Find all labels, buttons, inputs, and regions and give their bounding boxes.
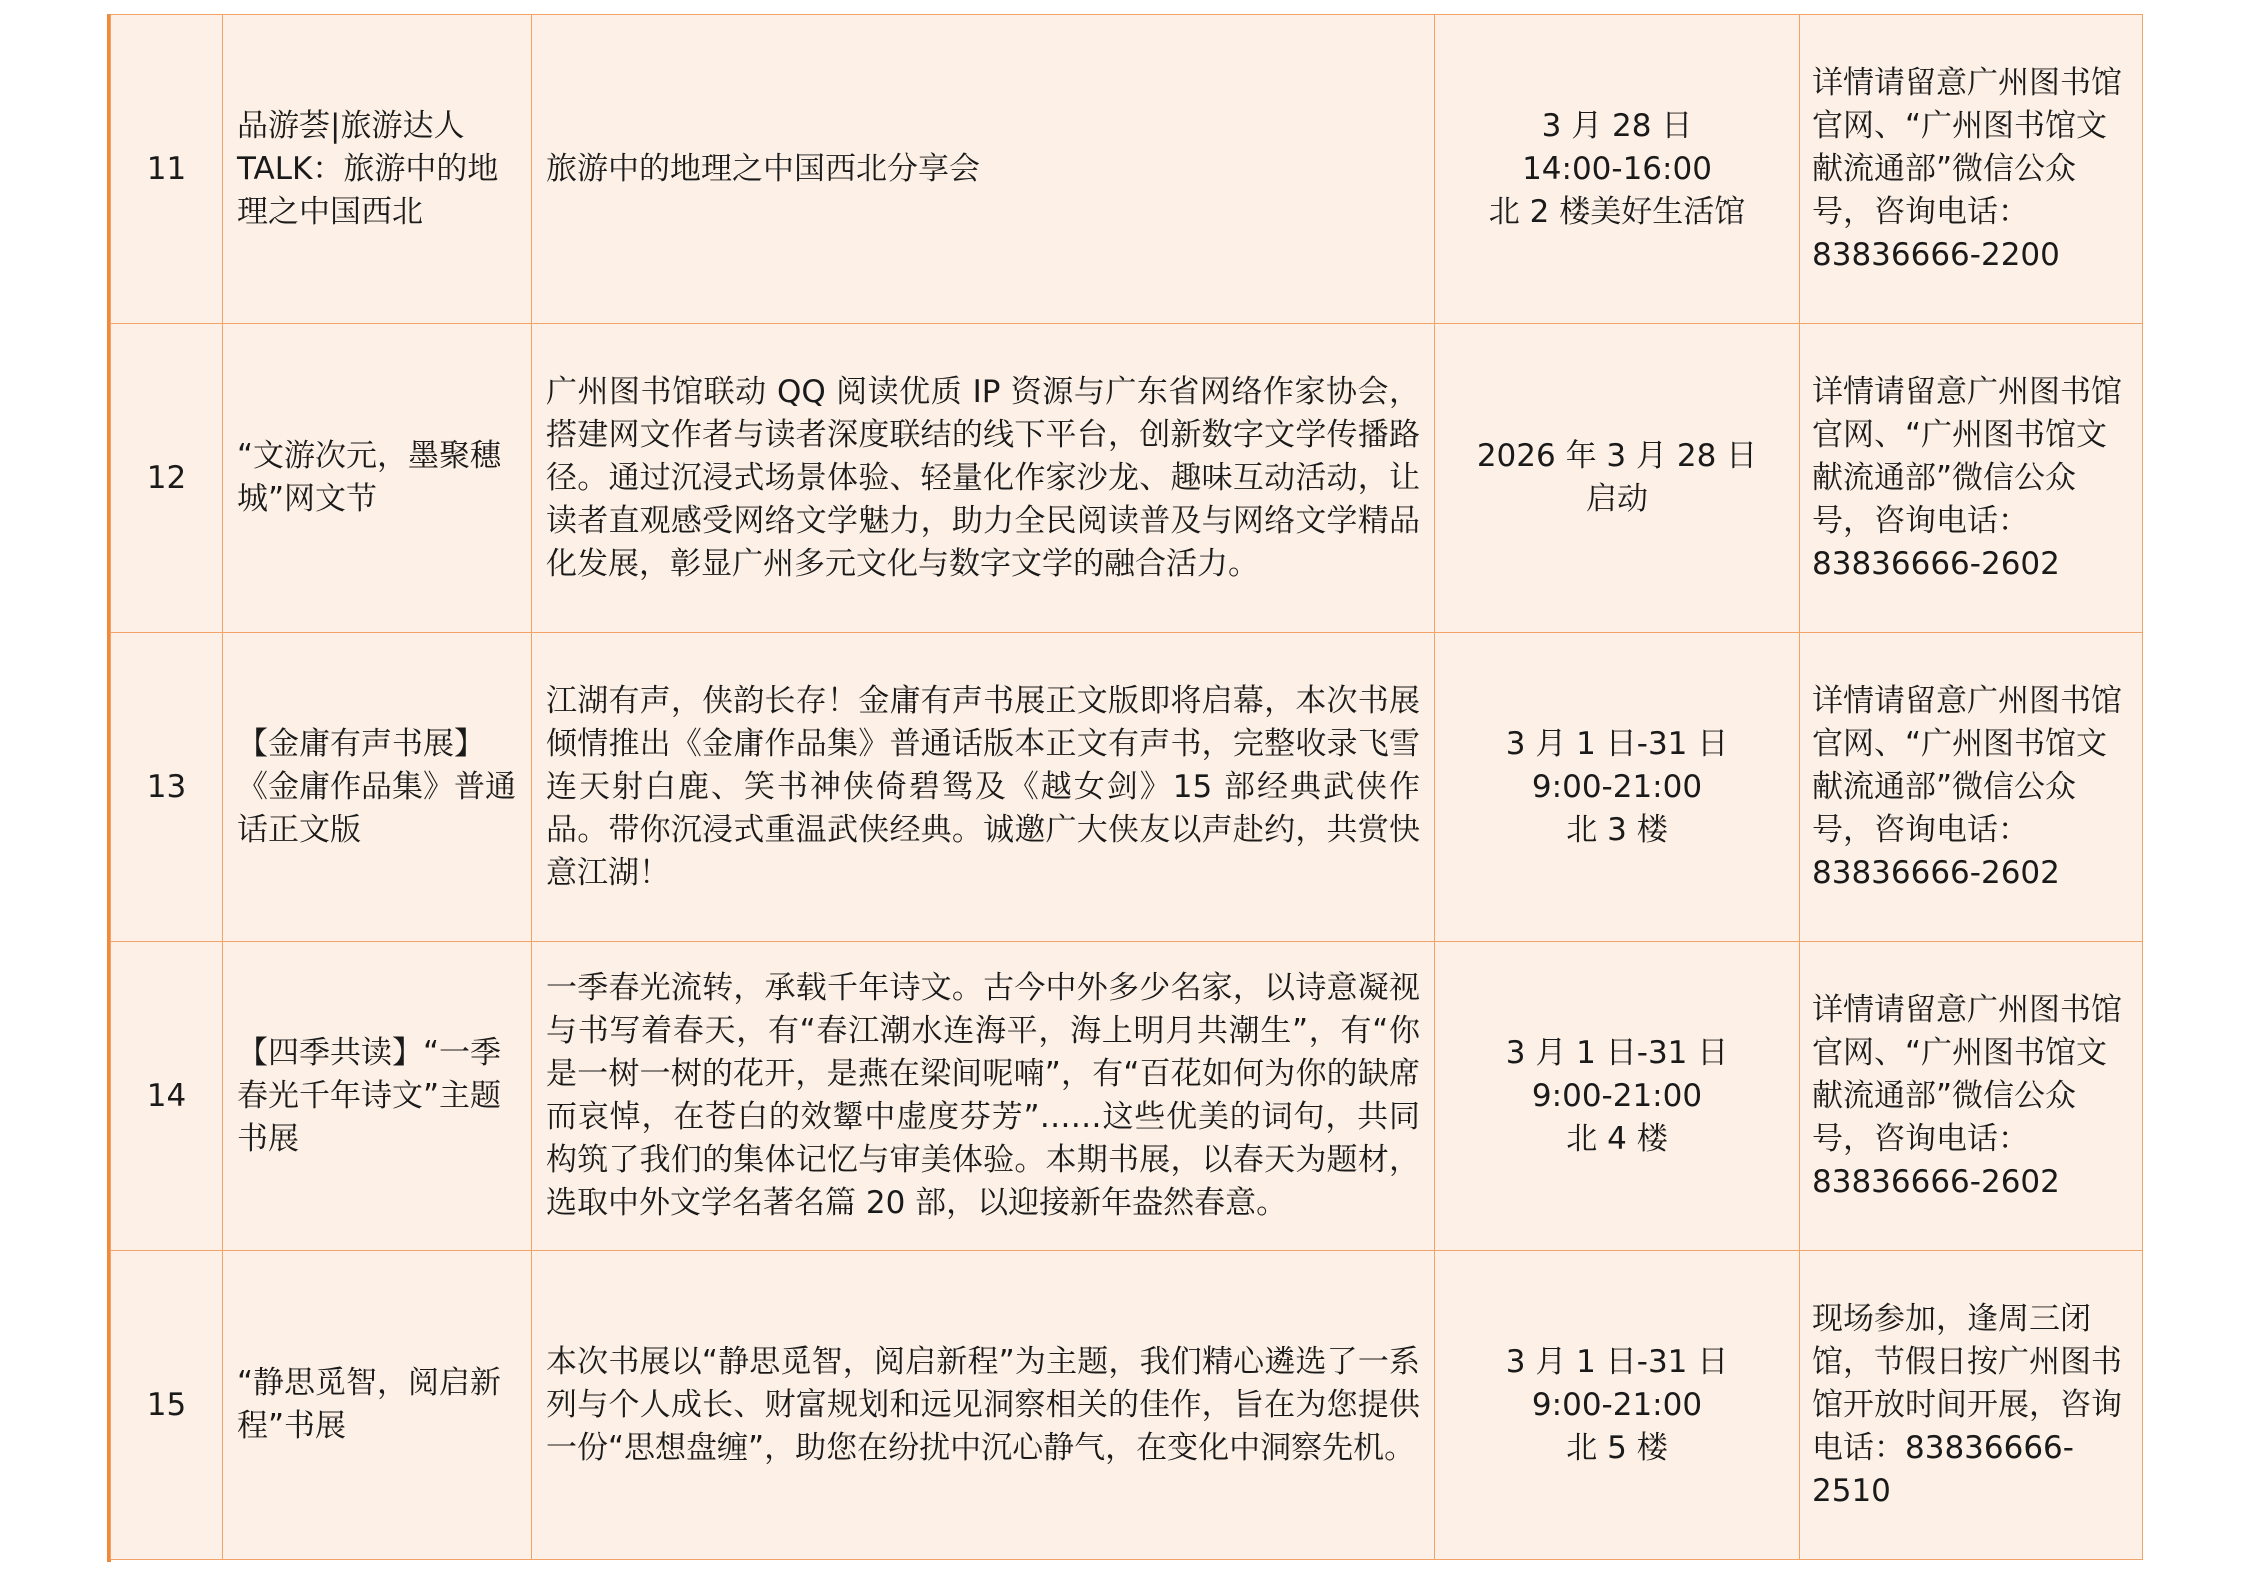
- event-hours: 14:00-16:00: [1522, 150, 1712, 187]
- event-hours: 9:00-21:00: [1531, 768, 1703, 805]
- row-number: 13: [111, 633, 223, 942]
- event-name: 【四季共读】“一季春光千年诗文”主题书展: [223, 942, 532, 1251]
- event-description: 广州图书馆联动 QQ 阅读优质 IP 资源与广东省网络作家协会，搭建网文作者与读者深度联结的线下平台，创新数字文学传播路径。通过沉浸式场景体验、轻量化作家沙龙、趣味互动活动，让读者直观感受网络文学魅力，助力全民阅读普及与网络文学精品化发展，彰显广州多元文化与数字文学的融合活力。: [532, 324, 1435, 633]
- event-description: 江湖有声，侠韵长存！金庸有声书展正文版即将启幕，本次书展倾情推出《金庸作品集》普通话版本正文有声书，完整收录飞雪连天射白鹿、笑书神侠倚碧鸳及《越女剑》15 部经典武侠作品。带你沉浸式重温武侠经典。诚邀广大侠友以声赴约，共赏快意江湖！: [532, 633, 1435, 942]
- event-name: “文游次元，墨聚穗城”网文节: [223, 324, 532, 633]
- event-date: 2026 年 3 月 28 日: [1476, 438, 1758, 474]
- event-name: 品游荟|旅游达人TALK：旅游中的地理之中国西北: [223, 15, 532, 324]
- event-contact: 详情请留意广州图书馆官网、“广州图书馆文献流通部”微信公众号，咨询电话：83836666-2602: [1800, 324, 2143, 633]
- event-hours: 9:00-21:00: [1531, 1077, 1703, 1114]
- events-table: [110, 14, 2143, 1560]
- row-number: 14: [111, 942, 223, 1251]
- event-date: 3 月 1 日-31 日: [1505, 1343, 1729, 1380]
- event-time-place: [1435, 324, 1800, 633]
- event-time-place: [1435, 15, 1800, 324]
- table-row: [111, 1251, 2143, 1560]
- event-description: 旅游中的地理之中国西北分享会: [532, 15, 1435, 324]
- event-location: 北 4 楼: [1566, 1120, 1668, 1157]
- event-contact: 详情请留意广州图书馆官网、“广州图书馆文献流通部”微信公众号，咨询电话：83836666-2602: [1800, 633, 2143, 942]
- event-time-place: [1435, 942, 1800, 1251]
- event-location: 北 5 楼: [1566, 1429, 1668, 1466]
- event-description: 一季春光流转，承载千年诗文。古今中外多少名家，以诗意凝视与书写着春天，有“春江潮水连海平，海上明月共潮生”，有“你是一树一树的花开，是燕在梁间呢喃”，有“百花如何为你的缺席而哀悼，在苍白的效颦中虚度芬芳”……这些优美的词句，共同构筑了我们的集体记忆与审美体验。本期书展，以春天为题材，选取中外文学名著名篇 20 部，以迎接新年盎然春意。: [532, 942, 1435, 1251]
- table-row: [111, 942, 2143, 1251]
- event-name: “静思觅智，阅启新程”书展: [223, 1251, 532, 1560]
- event-date: 3 月 28 日: [1541, 107, 1693, 144]
- event-location: 北 3 楼: [1566, 811, 1668, 848]
- table-row: [111, 324, 2143, 633]
- row-number: 11: [111, 15, 223, 324]
- event-status: 启动: [1586, 481, 1648, 517]
- event-name: 【金庸有声书展】《金庸作品集》普通话正文版: [223, 633, 532, 942]
- table-row: [111, 15, 2143, 324]
- event-date: 3 月 1 日-31 日: [1505, 725, 1729, 762]
- event-contact: 详情请留意广州图书馆官网、“广州图书馆文献流通部”微信公众号，咨询电话：83836666-2200: [1800, 15, 2143, 324]
- event-location: 北 2 楼美好生活馆: [1488, 193, 1746, 230]
- event-date: 3 月 1 日-31 日: [1505, 1034, 1729, 1071]
- event-time-place: [1435, 1251, 1800, 1560]
- event-contact: 现场参加，逢周三闭馆，节假日按广州图书馆开放时间开展，咨询电话：83836666-2510: [1800, 1251, 2143, 1560]
- row-number: 15: [111, 1251, 223, 1560]
- table-row: [111, 633, 2143, 942]
- event-contact: 详情请留意广州图书馆官网、“广州图书馆文献流通部”微信公众号，咨询电话：83836666-2602: [1800, 942, 2143, 1251]
- event-time-place: [1435, 633, 1800, 942]
- event-description: 本次书展以“静思觅智，阅启新程”为主题，我们精心遴选了一系列与个人成长、财富规划和远见洞察相关的佳作，旨在为您提供一份“思想盘缠”，助您在纷扰中沉心静气，在变化中洞察先机。: [532, 1251, 1435, 1560]
- row-number: 12: [111, 324, 223, 633]
- event-hours: 9:00-21:00: [1531, 1386, 1703, 1423]
